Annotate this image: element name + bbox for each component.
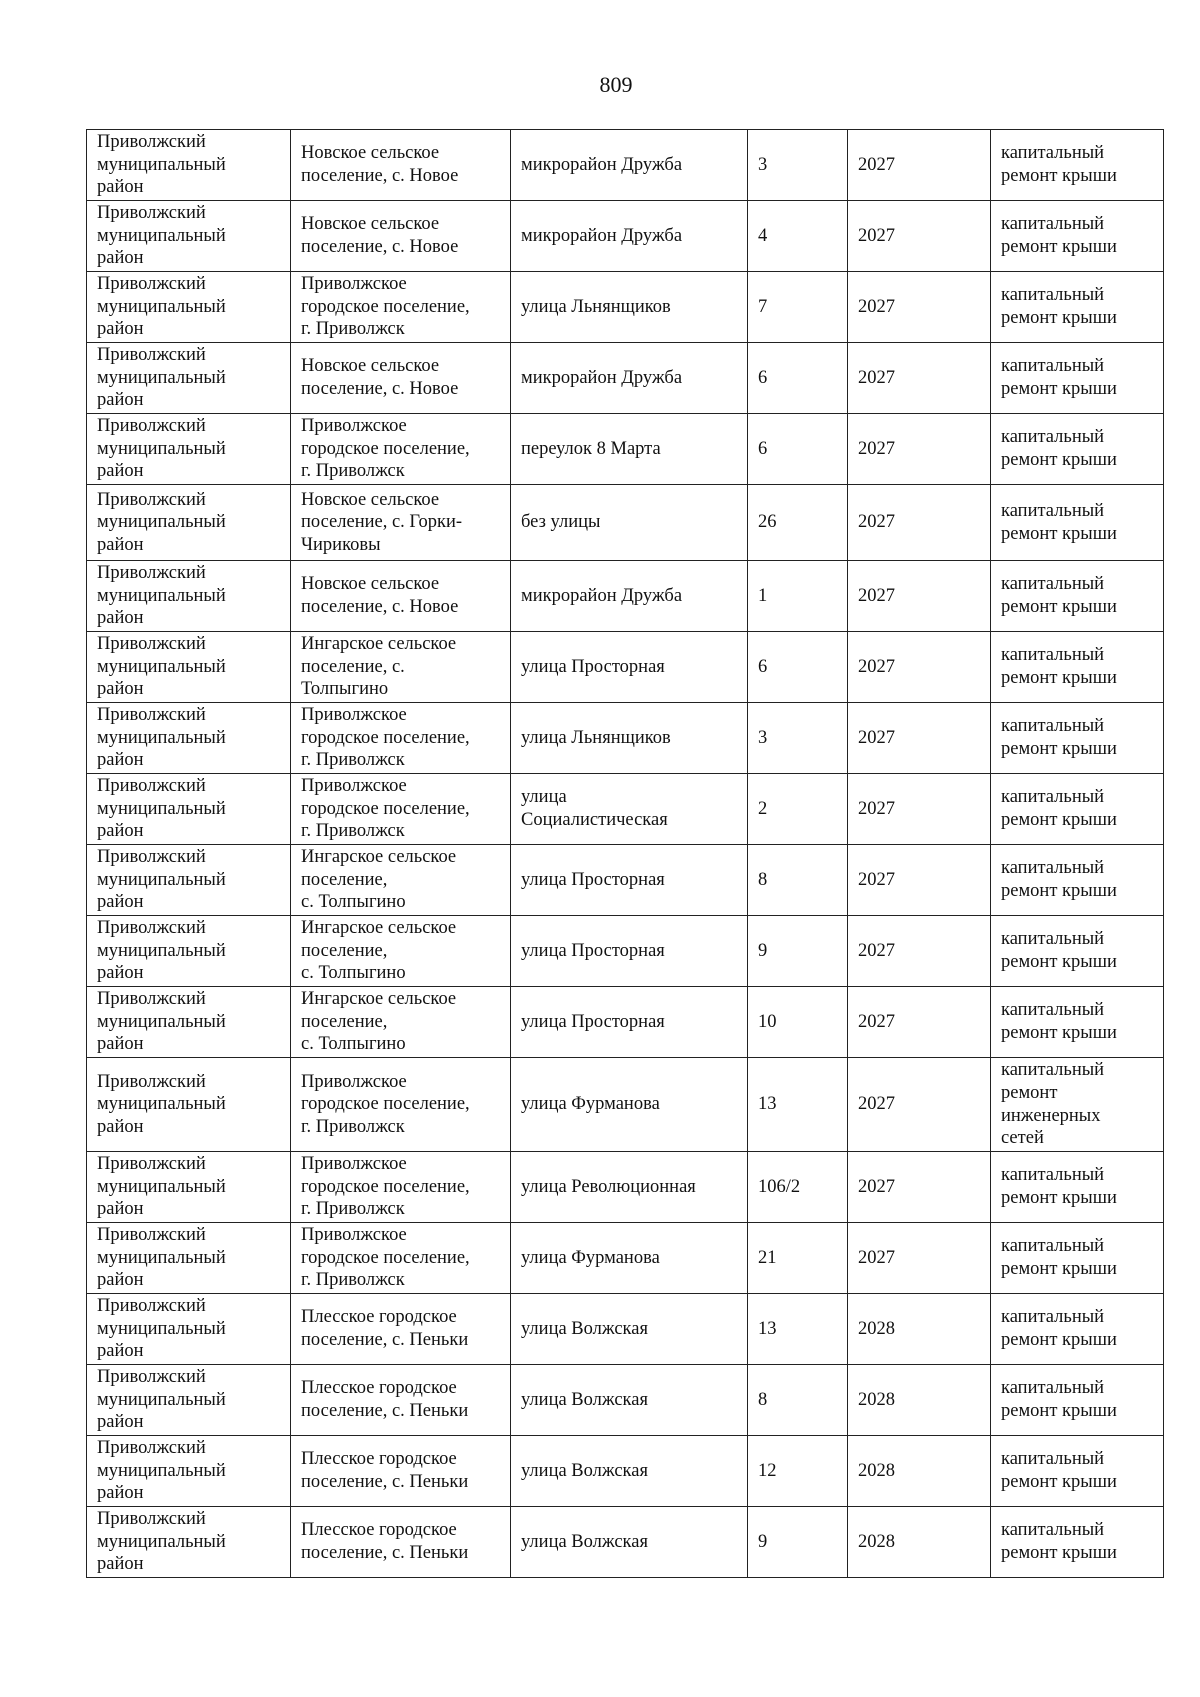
table-row <box>87 1223 1164 1294</box>
settlement-cell: Приволжское городское поселение, г. Приволжск <box>291 1058 511 1152</box>
settlement-cell: Приволжское городское поселение, г. Приволжск <box>291 1223 511 1294</box>
settlement-cell: Приволжское городское поселение, г. Приволжск <box>291 272 511 343</box>
table-row <box>87 845 1164 916</box>
table-row <box>87 1365 1164 1436</box>
house-number-cell: 106/2 <box>748 1152 848 1223</box>
work-type-cell: капитальный ремонт крыши <box>991 703 1164 774</box>
house-number-cell: 6 <box>748 414 848 485</box>
house-number-cell: 6 <box>748 343 848 414</box>
table-row <box>87 1507 1164 1578</box>
street-cell: улица Волжская <box>511 1365 748 1436</box>
street-cell: микрорайон Дружба <box>511 130 748 201</box>
district-cell: Приволжский муниципальный район <box>87 1365 291 1436</box>
street-cell: улица Просторная <box>511 845 748 916</box>
year-cell: 2028 <box>848 1365 991 1436</box>
street-cell: улица Волжская <box>511 1507 748 1578</box>
district-cell: Приволжский муниципальный район <box>87 561 291 632</box>
year-cell: 2027 <box>848 916 991 987</box>
street-cell: улица Просторная <box>511 632 748 703</box>
table-row <box>87 201 1164 272</box>
work-type-cell: капитальный ремонт крыши <box>991 485 1164 561</box>
house-number-cell: 9 <box>748 1507 848 1578</box>
repair-schedule-table <box>86 129 1164 1578</box>
settlement-cell: Плесское городское поселение, с. Пеньки <box>291 1436 511 1507</box>
settlement-cell: Плесское городское поселение, с. Пеньки <box>291 1507 511 1578</box>
settlement-cell: Новское сельское поселение, с. Новое <box>291 561 511 632</box>
table-row <box>87 1058 1164 1152</box>
district-cell: Приволжский муниципальный район <box>87 1507 291 1578</box>
table-body <box>87 130 1164 1578</box>
district-cell: Приволжский муниципальный район <box>87 130 291 201</box>
district-cell: Приволжский муниципальный район <box>87 201 291 272</box>
settlement-cell: Новское сельское поселение, с. Новое <box>291 130 511 201</box>
house-number-cell: 6 <box>748 632 848 703</box>
district-cell: Приволжский муниципальный район <box>87 1058 291 1152</box>
street-cell: улица Социалистическая <box>511 774 748 845</box>
work-type-cell: капитальный ремонт крыши <box>991 414 1164 485</box>
year-cell: 2027 <box>848 272 991 343</box>
house-number-cell: 12 <box>748 1436 848 1507</box>
district-cell: Приволжский муниципальный район <box>87 845 291 916</box>
house-number-cell: 8 <box>748 845 848 916</box>
house-number-cell: 3 <box>748 130 848 201</box>
year-cell: 2027 <box>848 632 991 703</box>
year-cell: 2027 <box>848 845 991 916</box>
year-cell: 2027 <box>848 130 991 201</box>
table-row <box>87 916 1164 987</box>
work-type-cell: капитальный ремонт крыши <box>991 1223 1164 1294</box>
table-row <box>87 632 1164 703</box>
house-number-cell: 21 <box>748 1223 848 1294</box>
table-row <box>87 703 1164 774</box>
settlement-cell: Ингарское сельское поселение, с. Толпыгино <box>291 632 511 703</box>
district-cell: Приволжский муниципальный район <box>87 916 291 987</box>
street-cell: микрорайон Дружба <box>511 561 748 632</box>
work-type-cell: капитальный ремонт крыши <box>991 130 1164 201</box>
district-cell: Приволжский муниципальный район <box>87 632 291 703</box>
year-cell: 2028 <box>848 1507 991 1578</box>
district-cell: Приволжский муниципальный район <box>87 1223 291 1294</box>
street-cell: улица Льнянщиков <box>511 272 748 343</box>
settlement-cell: Плесское городское поселение, с. Пеньки <box>291 1294 511 1365</box>
street-cell: улица Фурманова <box>511 1058 748 1152</box>
house-number-cell: 3 <box>748 703 848 774</box>
settlement-cell: Приволжское городское поселение, г. Приволжск <box>291 703 511 774</box>
year-cell: 2027 <box>848 201 991 272</box>
table-row <box>87 1294 1164 1365</box>
settlement-cell: Ингарское сельское поселение, с. Толпыгино <box>291 916 511 987</box>
street-cell: переулок 8 Марта <box>511 414 748 485</box>
year-cell: 2027 <box>848 561 991 632</box>
settlement-cell: Ингарское сельское поселение, с. Толпыгино <box>291 845 511 916</box>
table-row <box>87 414 1164 485</box>
street-cell: микрорайон Дружба <box>511 343 748 414</box>
street-cell: улица Просторная <box>511 916 748 987</box>
street-cell: улица Революционная <box>511 1152 748 1223</box>
year-cell: 2027 <box>848 703 991 774</box>
work-type-cell: капитальный ремонт крыши <box>991 916 1164 987</box>
table-row <box>87 774 1164 845</box>
work-type-cell: капитальный ремонт крыши <box>991 1365 1164 1436</box>
work-type-cell: капитальный ремонт крыши <box>991 987 1164 1058</box>
year-cell: 2027 <box>848 1223 991 1294</box>
settlement-cell: Ингарское сельское поселение, с. Толпыгино <box>291 987 511 1058</box>
year-cell: 2028 <box>848 1436 991 1507</box>
table-row <box>87 272 1164 343</box>
work-type-cell: капитальный ремонт крыши <box>991 561 1164 632</box>
house-number-cell: 7 <box>748 272 848 343</box>
table-row <box>87 561 1164 632</box>
settlement-cell: Плесское городское поселение, с. Пеньки <box>291 1365 511 1436</box>
work-type-cell: капитальный ремонт крыши <box>991 343 1164 414</box>
house-number-cell: 13 <box>748 1294 848 1365</box>
district-cell: Приволжский муниципальный район <box>87 343 291 414</box>
work-type-cell: капитальный ремонт крыши <box>991 1436 1164 1507</box>
table-row <box>87 987 1164 1058</box>
house-number-cell: 8 <box>748 1365 848 1436</box>
work-type-cell: капитальный ремонт крыши <box>991 201 1164 272</box>
settlement-cell: Приволжское городское поселение, г. Приволжск <box>291 1152 511 1223</box>
district-cell: Приволжский муниципальный район <box>87 1152 291 1223</box>
district-cell: Приволжский муниципальный район <box>87 987 291 1058</box>
street-cell: улица Просторная <box>511 987 748 1058</box>
house-number-cell: 2 <box>748 774 848 845</box>
district-cell: Приволжский муниципальный район <box>87 485 291 561</box>
work-type-cell: капитальный ремонт крыши <box>991 1294 1164 1365</box>
settlement-cell: Новское сельское поселение, с. Новое <box>291 201 511 272</box>
house-number-cell: 4 <box>748 201 848 272</box>
house-number-cell: 13 <box>748 1058 848 1152</box>
work-type-cell: капитальный ремонт инженерных сетей <box>991 1058 1164 1152</box>
street-cell: улица Льнянщиков <box>511 703 748 774</box>
year-cell: 2028 <box>848 1294 991 1365</box>
settlement-cell: Приволжское городское поселение, г. Приволжск <box>291 414 511 485</box>
work-type-cell: капитальный ремонт крыши <box>991 845 1164 916</box>
street-cell: улица Фурманова <box>511 1223 748 1294</box>
street-cell: улица Волжская <box>511 1294 748 1365</box>
house-number-cell: 9 <box>748 916 848 987</box>
district-cell: Приволжский муниципальный район <box>87 1294 291 1365</box>
work-type-cell: капитальный ремонт крыши <box>991 632 1164 703</box>
year-cell: 2027 <box>848 1152 991 1223</box>
year-cell: 2027 <box>848 1058 991 1152</box>
street-cell: улица Волжская <box>511 1436 748 1507</box>
district-cell: Приволжский муниципальный район <box>87 703 291 774</box>
work-type-cell: капитальный ремонт крыши <box>991 272 1164 343</box>
page-number: 809 <box>599 72 633 97</box>
settlement-cell: Новское сельское поселение, с. Новое <box>291 343 511 414</box>
settlement-cell: Приволжское городское поселение, г. Приволжск <box>291 774 511 845</box>
table-row <box>87 485 1164 561</box>
work-type-cell: капитальный ремонт крыши <box>991 1507 1164 1578</box>
table-row <box>87 130 1164 201</box>
year-cell: 2027 <box>848 414 991 485</box>
street-cell: без улицы <box>511 485 748 561</box>
settlement-cell: Новское сельское поселение, с. Горки- Чириковы <box>291 485 511 561</box>
district-cell: Приволжский муниципальный район <box>87 272 291 343</box>
year-cell: 2027 <box>848 987 991 1058</box>
table-row <box>87 1152 1164 1223</box>
district-cell: Приволжский муниципальный район <box>87 774 291 845</box>
table-row <box>87 343 1164 414</box>
district-cell: Приволжский муниципальный район <box>87 414 291 485</box>
street-cell: микрорайон Дружба <box>511 201 748 272</box>
year-cell: 2027 <box>848 343 991 414</box>
table-row <box>87 1436 1164 1507</box>
house-number-cell: 1 <box>748 561 848 632</box>
year-cell: 2027 <box>848 485 991 561</box>
house-number-cell: 10 <box>748 987 848 1058</box>
house-number-cell: 26 <box>748 485 848 561</box>
year-cell: 2027 <box>848 774 991 845</box>
work-type-cell: капитальный ремонт крыши <box>991 1152 1164 1223</box>
work-type-cell: капитальный ремонт крыши <box>991 774 1164 845</box>
district-cell: Приволжский муниципальный район <box>87 1436 291 1507</box>
